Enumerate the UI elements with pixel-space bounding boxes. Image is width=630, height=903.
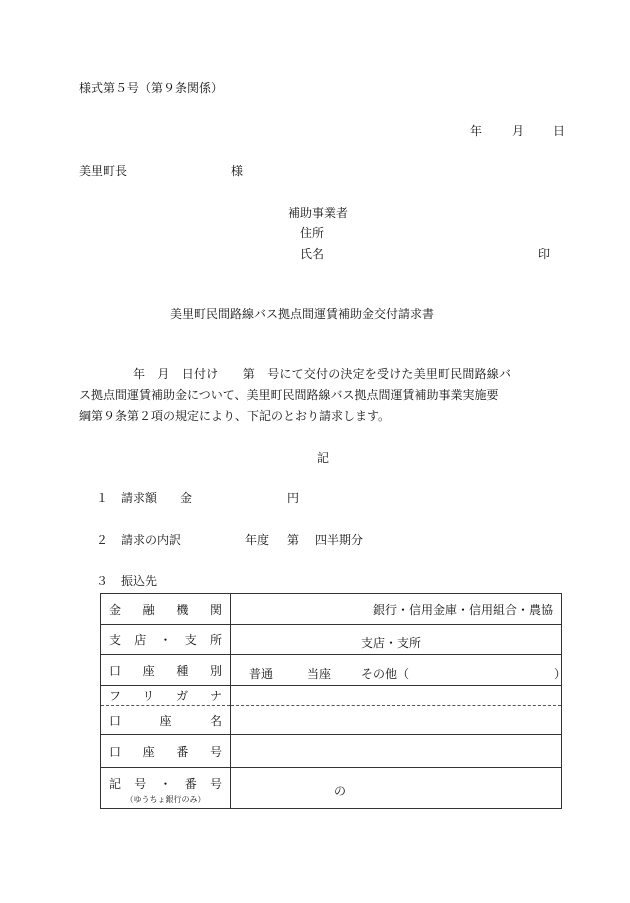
account-name-value[interactable] [231,706,562,735]
account-number-value[interactable] [231,735,562,768]
symbol-number-row [101,768,562,809]
date-month: 月 [512,124,525,138]
date-year: 年 [470,124,483,138]
account-type-value[interactable] [231,655,567,686]
furigana-label: フリガナ [101,686,231,706]
institution-value[interactable] [231,594,562,625]
address-label: 住所 [300,226,325,240]
yucho-note: （ゆうちょ銀行のみ） [125,795,206,804]
account-number-label: 口座番号 [101,735,231,768]
item1-suffix: 円 [287,491,300,505]
name-label: 氏名 [300,247,325,261]
document-title: 美里町民間路線バス拠点間運賃補助金交付請求書 [170,307,435,321]
branch-row [101,625,562,655]
item3-label: 振込先 [121,574,158,588]
option-other[interactable]: その他（ [361,667,410,681]
item2-year: 年度 [245,533,270,547]
symbol-number-label-cell [101,768,231,809]
item3-number: ３ [96,574,109,588]
institution-row [101,594,562,625]
branch-suffix: 支店・支所 [361,636,422,650]
addressee-honorific: 様 [231,164,244,178]
ki-heading: 記 [317,451,330,465]
item2-label: 請求の内訳 [121,533,182,547]
account-type-label: 口座種別 [101,655,231,686]
furigana-row [101,686,562,706]
form-number: 様式第５号（第９条関係） [79,81,224,95]
symbol-number-label: 記号・番号 [109,777,222,791]
body-line-2: ス拠点間運賃補助金について、美里町民間路線バス拠点間運賃補助事業実施要 [79,388,499,402]
body-line-1: 年 月 日付け 第 号にて交付の決定を受けた美里町民間路線バ [133,367,512,381]
option-other-close: ） [554,667,567,681]
seal-mark: 印 [538,247,551,261]
item1-number: １ [96,491,109,505]
body-line-3: 綱第９条第２項の規定により、下記のとおり請求します。 [79,409,391,423]
symbol-number-value[interactable] [231,768,562,809]
addressee-name: 美里町長 [79,164,128,178]
item1-prefix: 金 [180,491,193,505]
date-day: 日 [553,124,566,138]
option-current[interactable]: 当座 [307,667,332,681]
branch-value[interactable] [231,625,562,655]
account-name-row [101,706,562,735]
item2-number: ２ [96,533,109,547]
branch-label: 支店・支所 [101,625,231,655]
item2-dai: 第 [287,533,300,547]
item2-quarter: 四半期分 [315,533,364,547]
furigana-value[interactable] [231,686,562,706]
account-number-row [101,735,562,768]
institution-types: 銀行・信用金庫・信用組合・農協 [372,602,553,617]
applicant-title: 補助事業者 [288,206,349,220]
option-ordinary[interactable]: 普通 [249,667,274,681]
account-type-row [101,655,562,686]
account-name-label: 口座名 [101,706,231,735]
institution-label: 金融機関 [101,594,231,625]
item1-label: 請求額 [121,491,158,505]
bank-transfer-table [100,593,567,809]
symbol-number-separator: の [334,784,347,798]
